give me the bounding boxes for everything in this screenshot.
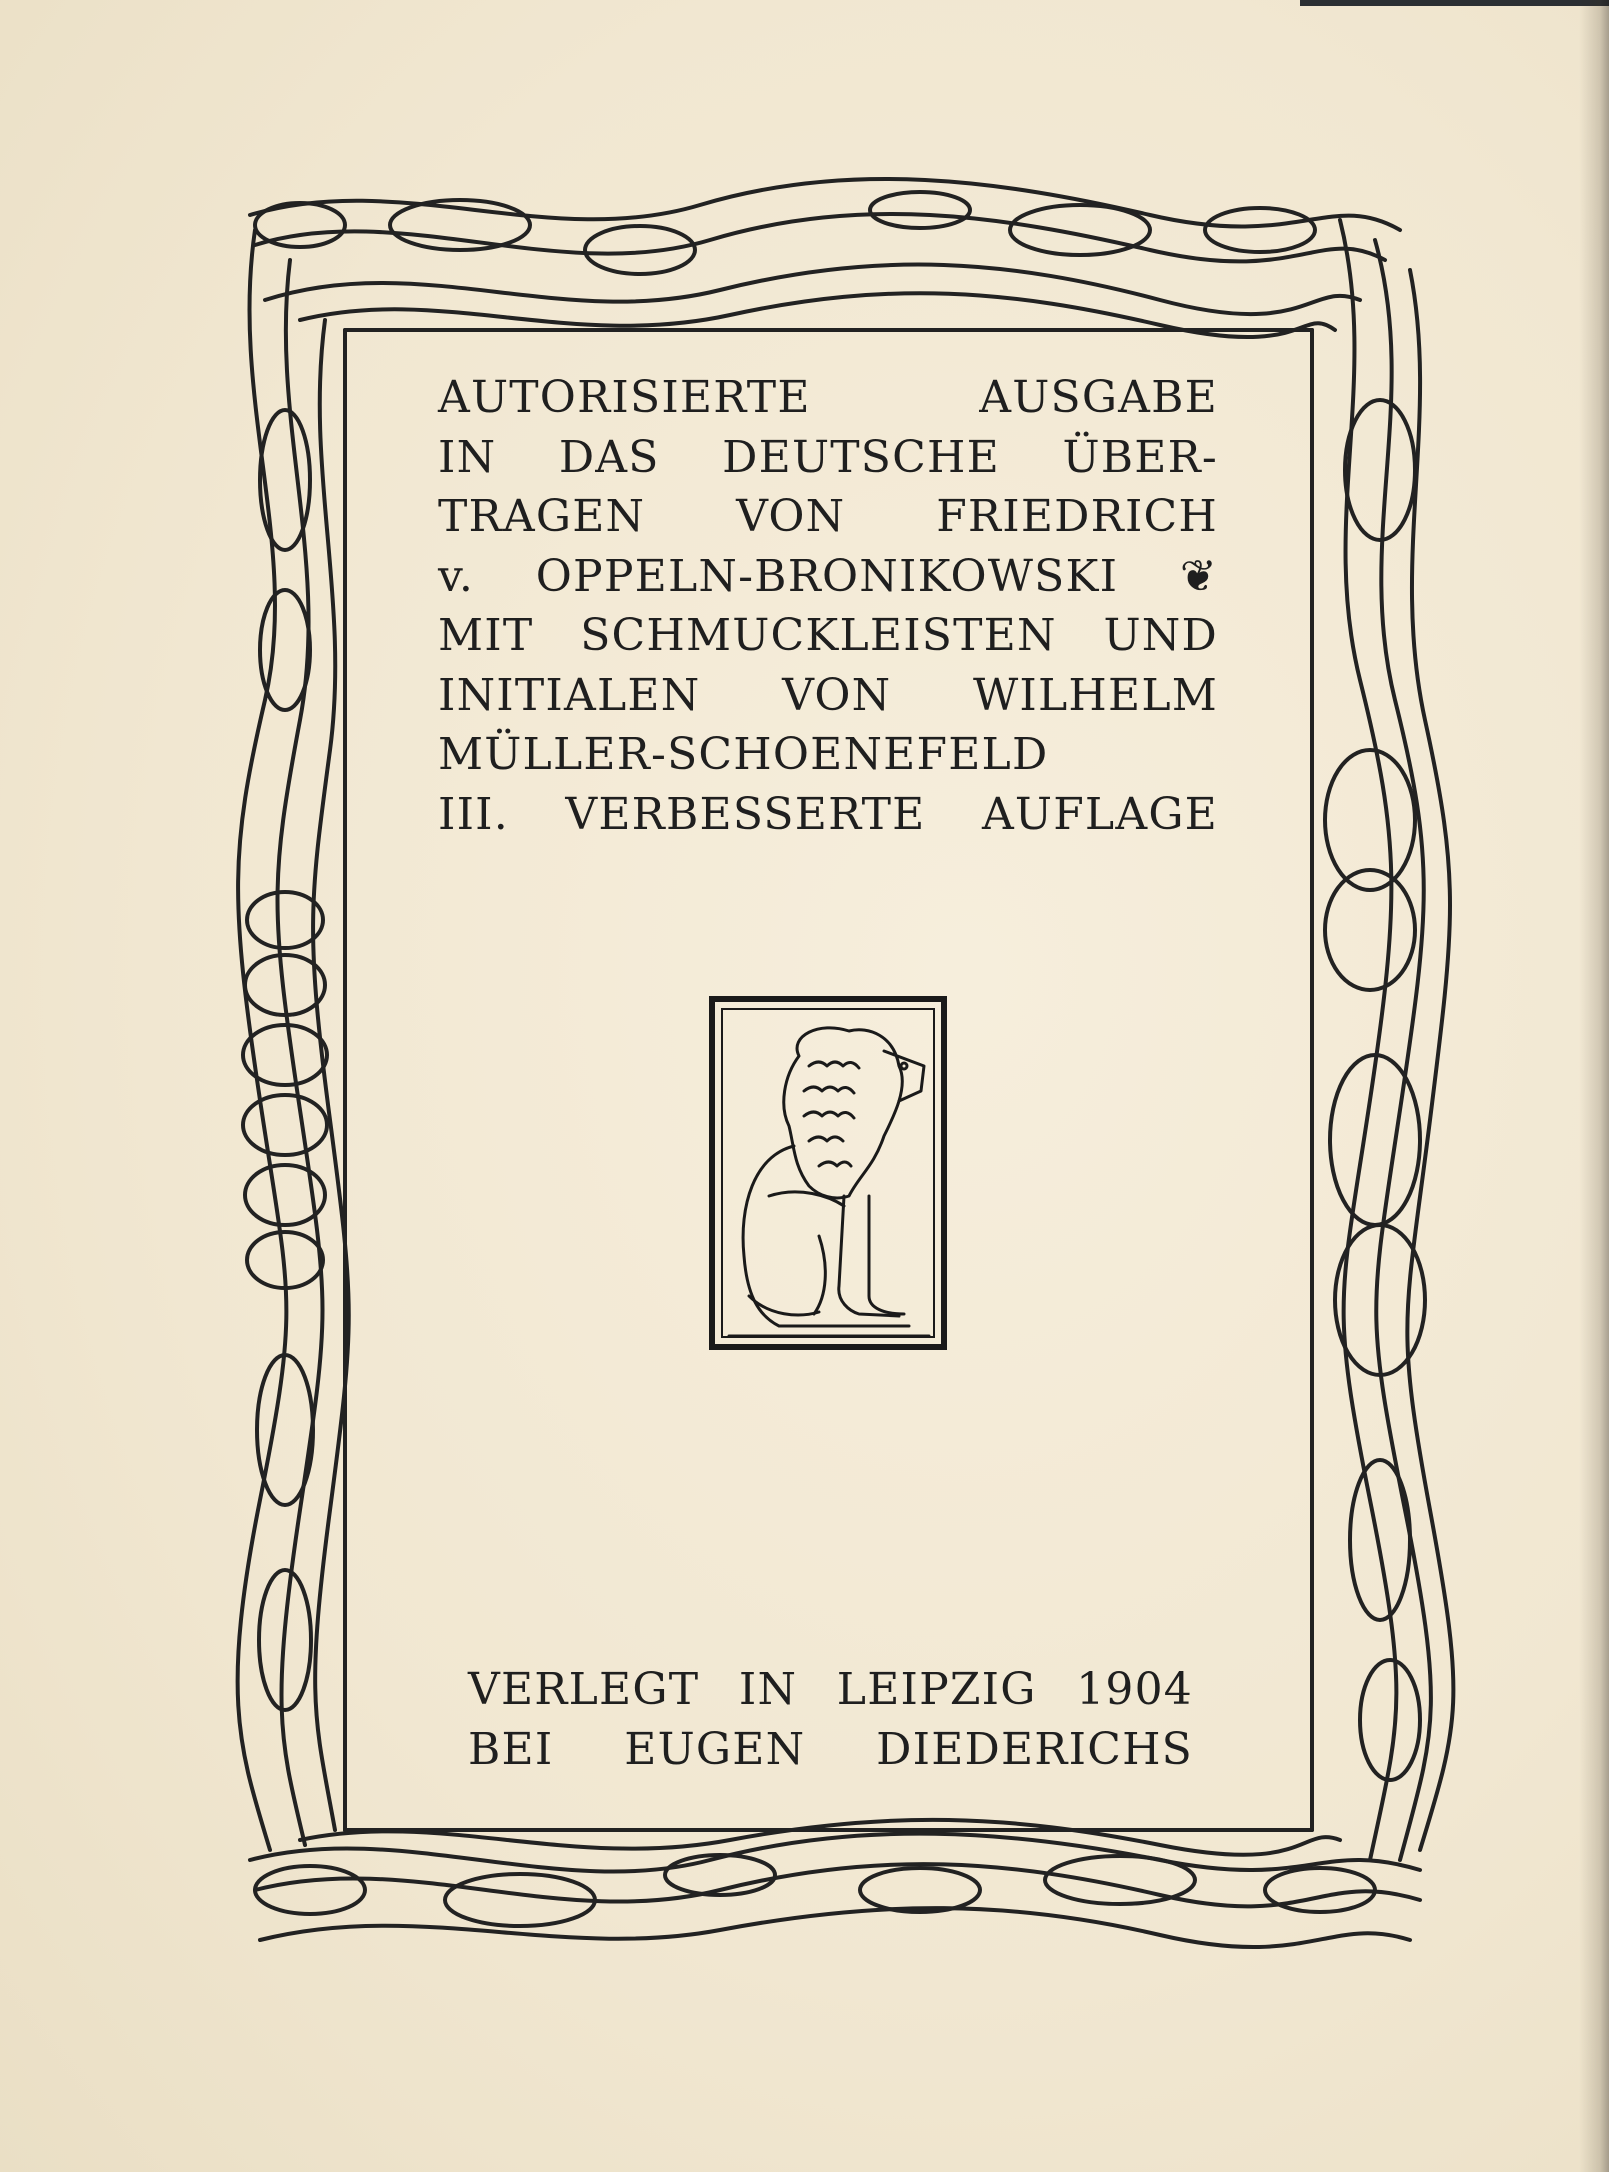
title-line: IN DAS DEUTSCHE ÜBER- (438, 431, 1218, 483)
title-line: III. VERBESSERTE AUFLAGE (438, 788, 1218, 840)
title-line: TRAGEN VON FRIEDRICH (438, 491, 1218, 542)
imprint-block (468, 1660, 1193, 1780)
title-line: AUTORISIERTE AUSGABE (438, 372, 1218, 423)
translator-name: v. OPPELN-BRONIKOWSKI (438, 550, 1119, 602)
title-line: INITIALEN VON WILHELM (438, 669, 1218, 721)
leaf-ornament-icon: ❦ (1179, 550, 1218, 602)
title-text-block (438, 368, 1218, 844)
title-line: MÜLLER-SCHOENEFELD (438, 729, 1049, 780)
seated-lion-icon (709, 996, 947, 1350)
title-line-translator (438, 547, 1218, 607)
imprint-publisher: BEI EUGEN DIEDERICHS (468, 1724, 1193, 1775)
title-line: MIT SCHMUCKLEISTEN UND (438, 610, 1218, 661)
imprint-place-year: VERLEGT IN LEIPZIG 1904 (468, 1664, 1193, 1715)
